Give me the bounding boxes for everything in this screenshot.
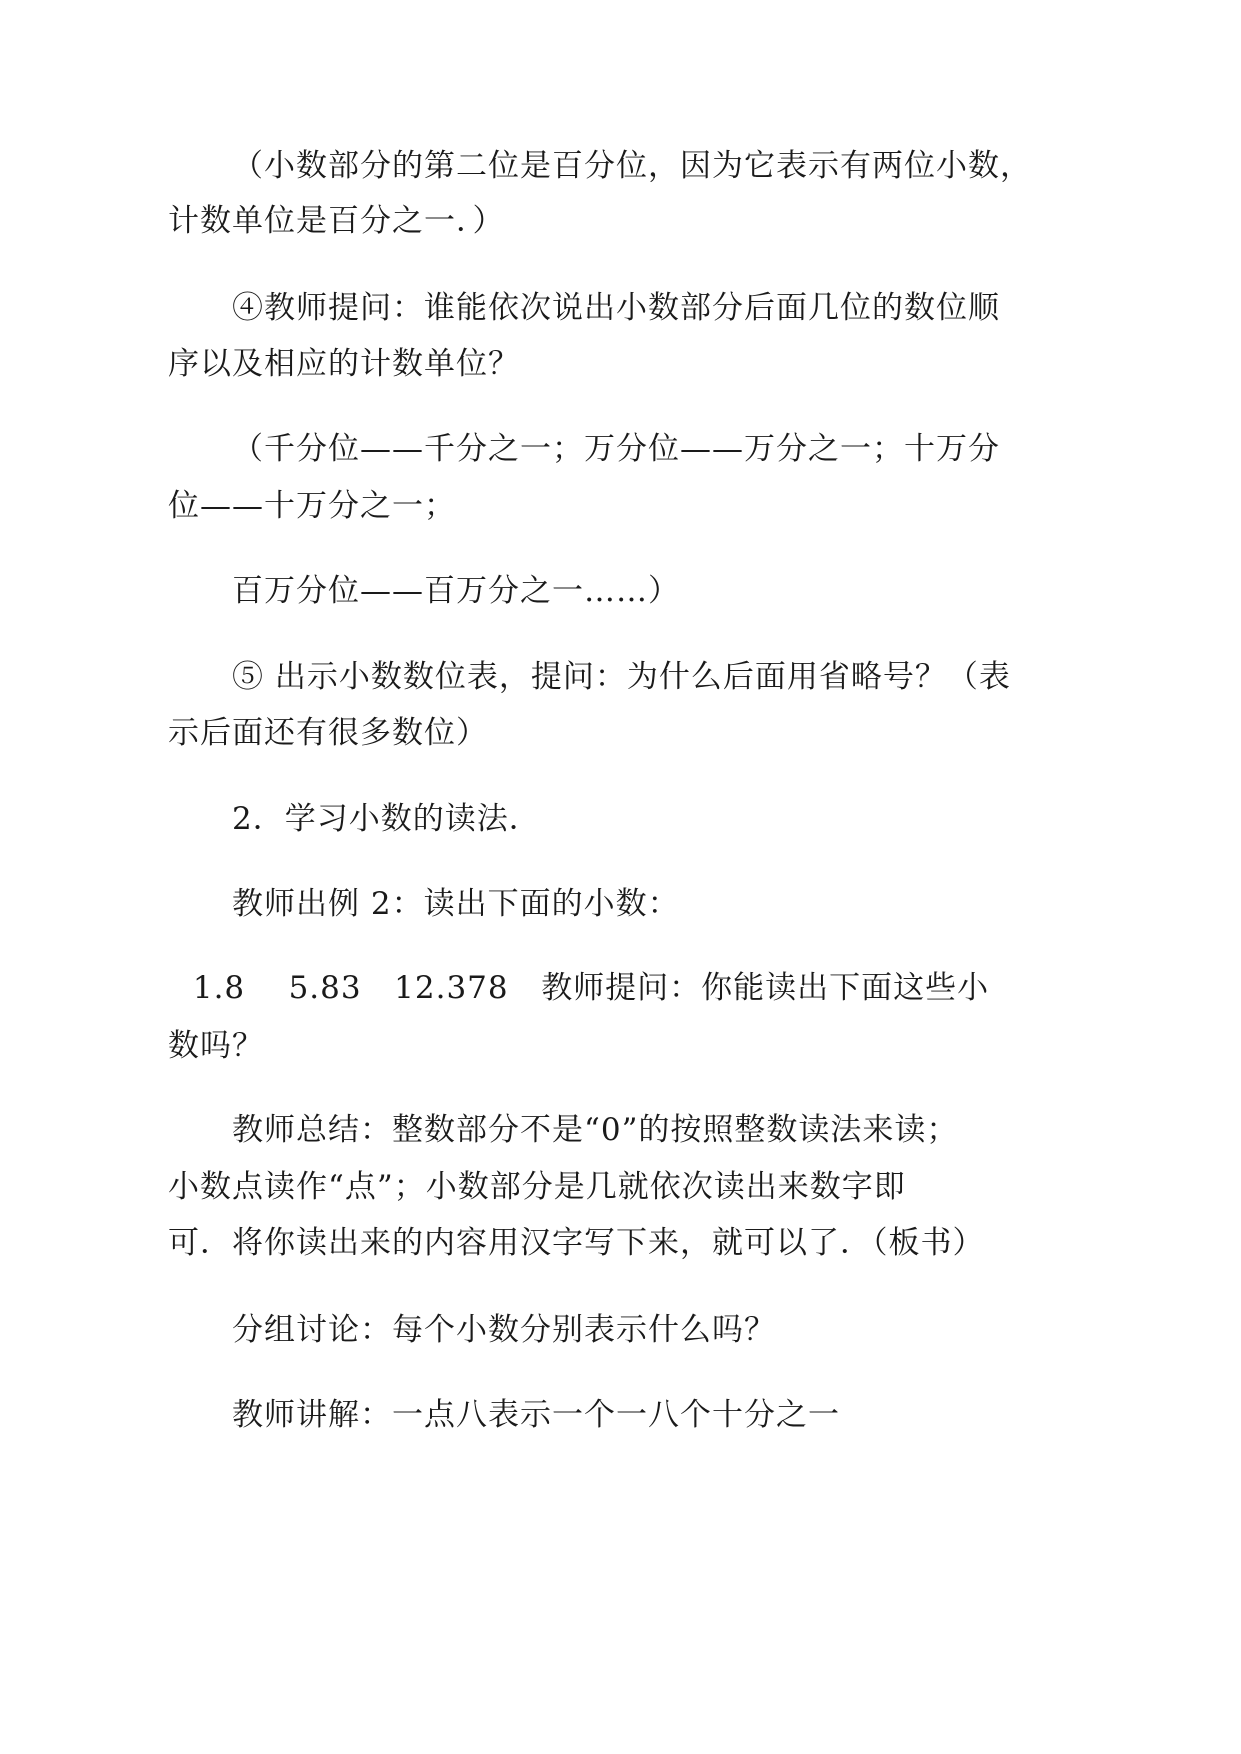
para-place-value-table-line-1: ⑤ 出示小数数位表，提问：为什么后面用省略号？（表 bbox=[232, 659, 1011, 695]
para-decimal-examples-line-1: 1.8 5.83 12.378 教师提问：你能读出下面这些小 bbox=[182, 970, 990, 1006]
para-teacher-summary-line-1: 教师总结：整数部分不是“0”的按照整数读法来读； bbox=[232, 1112, 959, 1148]
para-millionths: 百万分位——百万分之一……） bbox=[232, 573, 680, 609]
para-teacher-question-4-line-1: ④教师提问：谁能依次说出小数部分后面几位的数位顺 bbox=[232, 290, 1000, 326]
para-place-values-line-1: （千分位——千分之一；万分位——万分之一；十万分 bbox=[232, 431, 1000, 467]
para-example-2: 教师出例 2：读出下面的小数： bbox=[232, 886, 680, 922]
para-place-value-table-line-2: 示后面还有很多数位） bbox=[168, 715, 488, 751]
para-teacher-question-4-line-2: 序以及相应的计数单位？ bbox=[168, 346, 520, 382]
para-teacher-summary-line-2: 小数点读作“点”；小数部分是几就依次读出来数字即 bbox=[168, 1169, 906, 1205]
para-group-discussion: 分组讨论：每个小数分别表示什么吗？ bbox=[232, 1312, 776, 1348]
para-hundredths-answer-line-2: 计数单位是百分之一．） bbox=[168, 203, 505, 239]
para-teacher-explanation: 教师讲解：一点八表示一个一八个十分之一 bbox=[232, 1397, 840, 1433]
section-heading-reading-decimals: 2．学习小数的读法． bbox=[232, 801, 541, 837]
para-hundredths-answer-line-1: （小数部分的第二位是百分位，因为它表示有两位小数， bbox=[232, 148, 1032, 184]
para-place-values-line-2: 位——十万分之一； bbox=[168, 488, 456, 524]
para-teacher-summary-line-3: 可．将你读出来的内容用汉字写下来，就可以了．（板书） bbox=[168, 1225, 985, 1261]
para-decimal-examples-line-2: 数吗？ bbox=[168, 1028, 264, 1064]
